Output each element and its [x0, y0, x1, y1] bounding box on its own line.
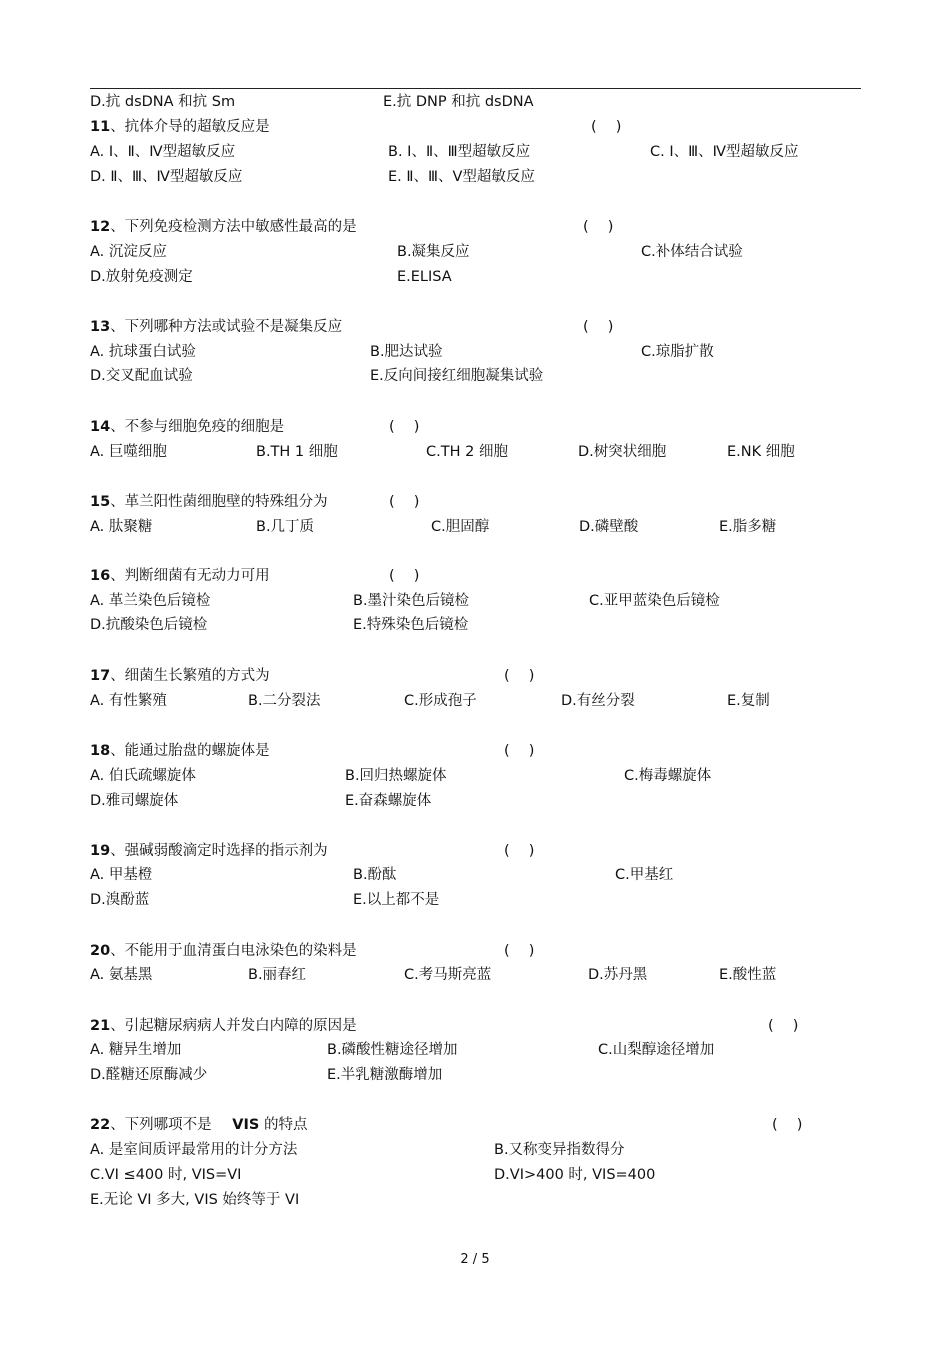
option-b: B.二分裂法	[248, 693, 321, 709]
question-16-stem	[90, 564, 861, 588]
option-d: D.溴酚蓝	[90, 892, 150, 908]
question-22-options-row-3	[90, 1188, 861, 1212]
question-number: 21	[90, 1018, 111, 1034]
option-e: E.脂多糖	[719, 519, 777, 535]
option-d: D. Ⅱ、Ⅲ、Ⅳ型超敏反应	[90, 169, 243, 185]
question-16-options-row-2	[90, 613, 861, 637]
option-a: A. 糖异生增加	[90, 1042, 182, 1058]
question-text: 、判断细菌有无动力可用	[110, 568, 270, 584]
option-d: D.抗酸染色后镜检	[90, 617, 208, 633]
question-18-options-row-1	[90, 764, 861, 788]
option-b: B.磷酸性糖途径增加	[327, 1042, 458, 1058]
question-17-stem	[90, 664, 861, 688]
option-d: D.树突状细胞	[578, 444, 667, 460]
question-22-options-row-2	[90, 1163, 861, 1187]
option-e: E.抗 DNP 和抗 dsDNA	[383, 94, 534, 110]
question-19-options-row-2	[90, 888, 861, 912]
answer-blank: ( )	[591, 119, 622, 135]
option-b: B.凝集反应	[397, 244, 470, 260]
header-rule	[90, 88, 861, 89]
question-21-stem	[90, 1014, 861, 1038]
question-12-options-row-2	[90, 265, 861, 289]
option-b: B.丽春红	[248, 967, 307, 983]
option-a: A. 沉淀反应	[90, 244, 167, 260]
question-22-stem	[90, 1113, 861, 1137]
question-number: 11	[90, 119, 111, 135]
option-c: C.亚甲蓝染色后镜检	[589, 593, 720, 609]
option-b: B.回归热螺旋体	[345, 768, 447, 784]
question-text: 、强碱弱酸滴定时选择的指示剂为	[110, 843, 328, 859]
question-text: 、引起糖尿病病人并发白内障的原因是	[110, 1018, 357, 1034]
option-a: A. 肽聚糖	[90, 519, 153, 535]
question-number: 19	[90, 843, 111, 859]
option-e: E.无论 VI 多大, VIS 始终等于 VI	[90, 1192, 300, 1208]
option-c: C.补体结合试验	[641, 244, 743, 260]
question-13-options-row-2	[90, 364, 861, 388]
question-number: 14	[90, 419, 111, 435]
question-number: 22	[90, 1117, 111, 1133]
option-e: E.NK 细胞	[727, 444, 795, 460]
question-number: 17	[90, 668, 111, 684]
option-c: C.VI ≤400 时, VIS=VI	[90, 1167, 242, 1183]
option-e: E.ELISA	[397, 269, 452, 285]
option-a: A. 革兰染色后镜检	[90, 593, 211, 609]
question-18-stem	[90, 739, 861, 763]
option-c: C. Ⅰ、Ⅲ、Ⅳ型超敏反应	[650, 144, 799, 160]
question-number: 12	[90, 219, 111, 235]
question-20-options-row	[90, 963, 861, 987]
question-text: 、下列免疫检测方法中敏感性最高的是	[110, 219, 357, 235]
option-d: D.放射免疫测定	[90, 269, 193, 285]
option-e: E.奋森螺旋体	[345, 793, 432, 809]
answer-blank: ( )	[504, 743, 535, 759]
question-12-options-row-1	[90, 240, 861, 264]
option-a: A. 氨基黑	[90, 967, 153, 983]
question-number: 15	[90, 494, 111, 510]
option-c: C.琼脂扩散	[641, 344, 714, 360]
question-keyword: VIS	[232, 1117, 260, 1133]
question-text: 、能通过胎盘的螺旋体是	[110, 743, 270, 759]
question-11-stem	[90, 115, 861, 139]
option-d: D.雅司螺旋体	[90, 793, 179, 809]
answer-blank: ( )	[504, 668, 535, 684]
question-21-options-row-1	[90, 1038, 861, 1062]
option-a: A. 巨噬细胞	[90, 444, 167, 460]
question-text: 、下列哪项不是	[110, 1117, 212, 1133]
option-e: E. Ⅱ、Ⅲ、Ⅴ型超敏反应	[388, 169, 535, 185]
option-b: B.肥达试验	[370, 344, 443, 360]
answer-blank: ( )	[583, 219, 614, 235]
option-c: C.梅毒螺旋体	[624, 768, 712, 784]
question-text: 、细菌生长繁殖的方式为	[110, 668, 270, 684]
option-b: B. Ⅰ、Ⅱ、Ⅲ型超敏反应	[388, 144, 531, 160]
answer-blank: ( )	[504, 943, 535, 959]
option-b: B.TH 1 细胞	[256, 444, 338, 460]
option-b: B.酚酞	[353, 867, 397, 883]
option-e: E.酸性蓝	[719, 967, 777, 983]
answer-blank: ( )	[389, 419, 420, 435]
option-a: A. 有性繁殖	[90, 693, 167, 709]
question-16-options-row-1	[90, 589, 861, 613]
option-d: D.VI>400 时, VIS=400	[494, 1167, 656, 1183]
option-c: C.TH 2 细胞	[426, 444, 508, 460]
question-19-stem	[90, 839, 861, 863]
option-c: C.山梨醇途径增加	[598, 1042, 715, 1058]
question-19-options-row-1	[90, 863, 861, 887]
question-number: 13	[90, 319, 111, 335]
option-d: D.醛糖还原酶减少	[90, 1067, 208, 1083]
answer-blank: ( )	[389, 568, 420, 584]
option-c: C.甲基红	[615, 867, 674, 883]
option-e: E.特殊染色后镜检	[353, 617, 469, 633]
answer-blank: ( )	[583, 319, 614, 335]
question-14-options-row	[90, 440, 861, 464]
answer-blank: ( )	[772, 1117, 803, 1133]
page-number: 2 / 5	[460, 1252, 490, 1267]
question-number: 18	[90, 743, 111, 759]
option-b: B.墨汁染色后镜检	[353, 593, 470, 609]
option-a: A. 甲基橙	[90, 867, 153, 883]
option-a: A. 伯氏疏螺旋体	[90, 768, 196, 784]
question-13-options-row-1	[90, 340, 861, 364]
question-21-options-row-2	[90, 1063, 861, 1087]
question-13-stem	[90, 315, 861, 339]
option-d: D.苏丹黑	[588, 967, 648, 983]
option-e: E.复制	[727, 693, 770, 709]
question-text: 、下列哪种方法或试验不是凝集反应	[110, 319, 343, 335]
q10-options-row	[90, 90, 861, 114]
question-20-stem	[90, 939, 861, 963]
question-14-stem	[90, 415, 861, 439]
option-d: D.有丝分裂	[561, 693, 635, 709]
question-11-options-row-2	[90, 165, 861, 189]
option-d: D.磷壁酸	[579, 519, 639, 535]
question-22-options-row-1	[90, 1138, 861, 1162]
answer-blank: ( )	[768, 1018, 799, 1034]
option-a: A. 是室间质评最常用的计分方法	[90, 1142, 298, 1158]
option-c: C.胆固醇	[431, 519, 490, 535]
option-c: C.考马斯亮蓝	[404, 967, 492, 983]
question-15-stem	[90, 490, 861, 514]
option-e: E.半乳糖激酶增加	[327, 1067, 443, 1083]
question-text: 、抗体介导的超敏反应是	[110, 119, 270, 135]
option-b: B.又称变异指数得分	[494, 1142, 625, 1158]
option-c: C.形成孢子	[404, 693, 477, 709]
question-text: 、不参与细胞免疫的细胞是	[110, 419, 285, 435]
question-15-options-row	[90, 515, 861, 539]
question-11-options-row-1	[90, 140, 861, 164]
question-text: 、不能用于血清蛋白电泳染色的染料是	[110, 943, 357, 959]
question-number: 16	[90, 568, 111, 584]
question-text-end: 的特点	[259, 1117, 308, 1133]
option-b: B.几丁质	[256, 519, 315, 535]
option-d: D.抗 dsDNA 和抗 Sm	[90, 94, 236, 110]
option-a: A. Ⅰ、Ⅱ、Ⅳ型超敏反应	[90, 144, 236, 160]
answer-blank: ( )	[389, 494, 420, 510]
answer-blank: ( )	[504, 843, 535, 859]
question-text: 、革兰阳性菌细胞壁的特殊组分为	[110, 494, 328, 510]
question-18-options-row-2	[90, 789, 861, 813]
question-17-options-row	[90, 689, 861, 713]
option-e: E.反向间接红细胞凝集试验	[370, 368, 544, 384]
question-12-stem	[90, 215, 861, 239]
option-d: D.交叉配血试验	[90, 368, 193, 384]
question-number: 20	[90, 943, 111, 959]
option-a: A. 抗球蛋白试验	[90, 344, 196, 360]
option-e: E.以上都不是	[353, 892, 440, 908]
